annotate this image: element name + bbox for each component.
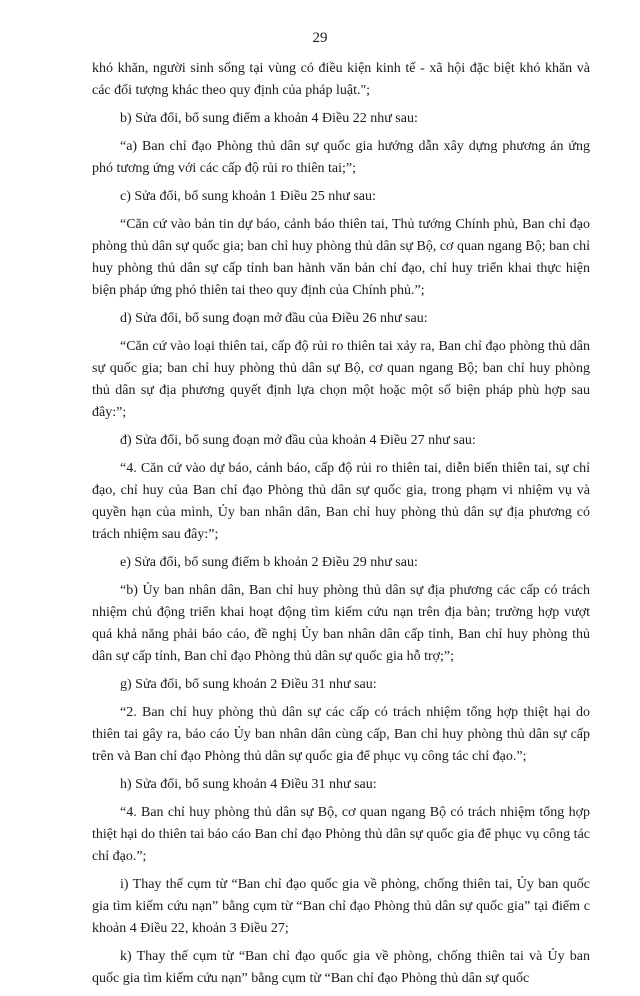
page-body bbox=[92, 58, 590, 996]
paragraph-amendment-d: d) Sửa đổi, bổ sung đoạn mở đầu của Điều 26 như sau: bbox=[120, 311, 428, 326]
paragraph-quote: “2. Ban chỉ huy phòng thủ dân sự các cấp có trách nhiệm tổng hợp thiệt hại do thiên tai gây ra, báo cáo Ủy ban nhân dân cùng cấp, Ban chỉ huy phòng thủ dân sự cấp trên và Ban chỉ đạo Phòng thủ dân sự quốc gia để phục vụ công tác chỉ đạo.”; bbox=[92, 705, 590, 764]
paragraph-amendment-c: c) Sửa đổi, bổ sung khoản 1 Điều 25 như sau: bbox=[120, 189, 376, 204]
paragraph-amendment-i: i) Thay thế cụm từ “Ban chỉ đạo quốc gia về phòng, chống thiên tai, Ủy ban quốc gia tìm kiếm cứu nạn” bằng cụm từ “Ban chỉ đạo Phòng thủ dân sự quốc gia” tại điểm c khoản 4 Điều 22, khoản 3 Điều 27; bbox=[92, 877, 590, 936]
paragraph-amendment-h: h) Sửa đổi, bổ sung khoản 4 Điều 31 như sau: bbox=[120, 777, 377, 792]
paragraph-quote: “4. Căn cứ vào dự báo, cảnh báo, cấp độ rủi ro thiên tai, diễn biến thiên tai, sự chỉ đạo, chỉ huy của Ban chỉ đạo Phòng thủ dân sự quốc gia, trong phạm vi nhiệm vụ và quyền hạn của mình, Ủy ban nhân dân, Ban chỉ huy phòng thủ dân sự địa phương có trách nhiệm sau đây:”; bbox=[92, 461, 590, 542]
paragraph-quote: “4. Ban chỉ huy phòng thủ dân sự Bộ, cơ quan ngang Bộ có trách nhiệm tổng hợp thiệt hại do thiên tai báo cáo Ban chỉ đạo Phòng thủ dân sự quốc gia để phục vụ công tác chỉ đạo.”; bbox=[92, 805, 590, 864]
page-number: 29 bbox=[312, 30, 328, 46]
paragraph-quote: “Căn cứ vào bản tin dự báo, cảnh báo thiên tai, Thủ tướng Chính phủ, Ban chỉ đạo phòng thủ dân sự quốc gia; ban chỉ huy phòng thủ dân sự Bộ, cơ quan ngang Bộ; ban chỉ huy phòng thủ dân sự cấp tỉnh ban hành văn bản chỉ đạo, chỉ huy triển khai thực hiện biện pháp ứng phó thiên tai theo quy định của Chính phủ.”; bbox=[92, 217, 590, 298]
paragraph-amendment-e: e) Sửa đổi, bổ sung điểm b khoản 2 Điều 29 như sau: bbox=[120, 555, 418, 570]
paragraph-quote: “b) Ủy ban nhân dân, Ban chỉ huy phòng thủ dân sự địa phương các cấp có trách nhiệm chủ động triển khai hoạt động tìm kiếm cứu nạn trên địa bàn; trường hợp vượt quá khả năng phải báo cáo, đề nghị Ủy ban nhân dân cấp tỉnh, Ban chỉ huy phòng thủ dân sự cấp tỉnh, Ban chỉ đạo Phòng thủ dân sự quốc gia hỗ trợ;”; bbox=[92, 583, 590, 664]
paragraph-quote: “a) Ban chỉ đạo Phòng thủ dân sự quốc gia hướng dẫn xây dựng phương án ứng phó tương ứng với các cấp độ rủi ro thiên tai;”; bbox=[92, 139, 590, 176]
paragraph-amendment-g: g) Sửa đổi, bổ sung khoản 2 Điều 31 như sau: bbox=[120, 677, 377, 692]
paragraph-amendment-k: k) Thay thế cụm từ “Ban chỉ đạo quốc gia về phòng, chống thiên tai và Ủy ban quốc gia tìm kiếm cứu nạn” bằng cụm từ “Ban chỉ đạo Phòng thủ dân sự quốc bbox=[92, 949, 590, 986]
paragraph-amendment-b: b) Sửa đổi, bổ sung điểm a khoản 4 Điều 22 như sau: bbox=[120, 111, 418, 126]
paragraph-quote: “Căn cứ vào loại thiên tai, cấp độ rủi ro thiên tai xảy ra, Ban chỉ đạo phòng thủ dân sự quốc gia; ban chỉ huy phòng thủ dân sự Bộ, cơ quan ngang Bộ; ban chỉ huy phòng thủ dân sự địa phương quyết định lựa chọn một hoặc một số biện pháp phù hợp sau đây:”; bbox=[92, 339, 590, 420]
paragraph-amendment-dd: đ) Sửa đổi, bổ sung đoạn mở đầu của khoản 4 Điều 27 như sau: bbox=[120, 433, 476, 448]
paragraph-continuation: khó khăn, người sinh sống tại vùng có điều kiện kinh tế - xã hội đặc biệt khó khăn và các đối tượng khác theo quy định của pháp luật."; bbox=[92, 61, 590, 98]
